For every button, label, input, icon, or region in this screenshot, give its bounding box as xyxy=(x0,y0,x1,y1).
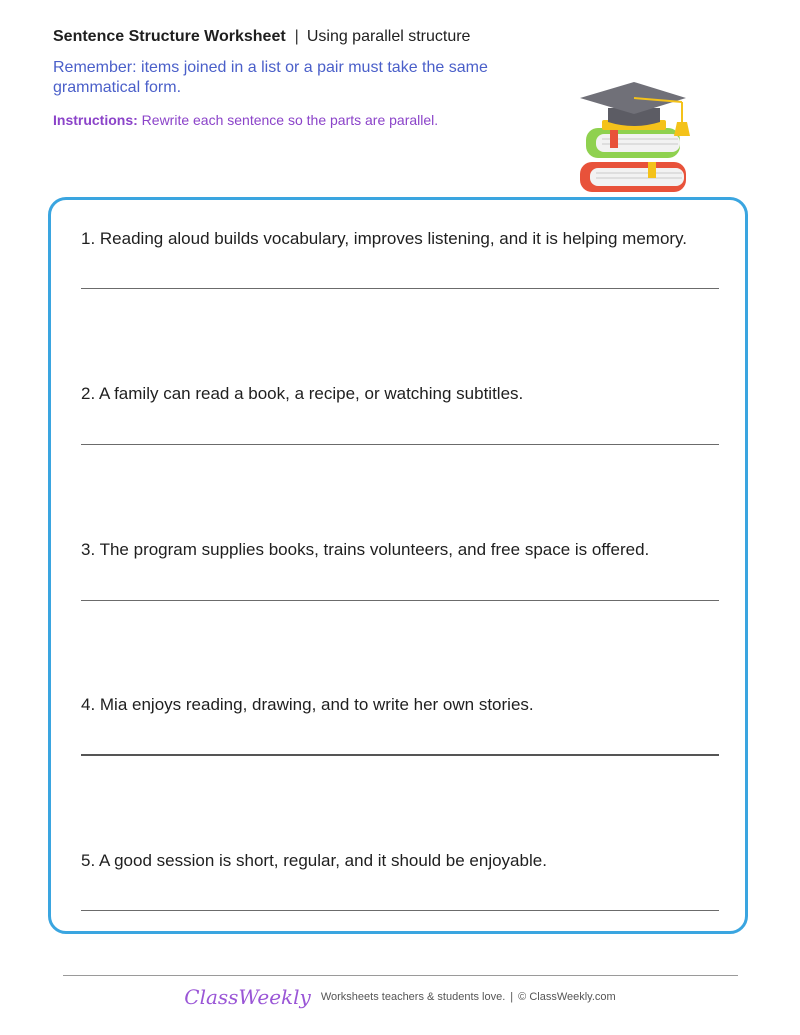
answer-line-3[interactable] xyxy=(81,600,719,601)
question-text: 5. A good session is short, regular, and it should be enjoyable. xyxy=(81,851,547,870)
question-4 xyxy=(81,694,721,716)
footer-tagline: Worksheets teachers & students love. xyxy=(320,991,506,1003)
question-text: 1. Reading aloud builds vocabulary, improves listening, and it is helping memory. xyxy=(81,229,688,248)
answer-line-5[interactable] xyxy=(81,910,719,911)
footer-divider xyxy=(63,975,738,976)
brand-logo: ClassWeekly xyxy=(184,985,311,1009)
footer xyxy=(0,985,800,1009)
question-5 xyxy=(81,850,721,872)
instructions xyxy=(53,111,573,129)
graduation-books-icon xyxy=(574,78,694,198)
answer-line-4[interactable] xyxy=(81,754,719,756)
instructions-label: Instructions: xyxy=(53,112,138,128)
instructions-text: Rewrite each sentence so the parts are parallel. xyxy=(137,112,439,128)
question-2 xyxy=(81,383,721,405)
question-1 xyxy=(81,228,721,250)
worksheet-header xyxy=(53,27,573,129)
title-row xyxy=(53,27,573,47)
answer-line-2[interactable] xyxy=(81,444,719,445)
footer-separator: | xyxy=(510,991,514,1003)
question-text: 4. Mia enjoys reading, drawing, and to write her own stories. xyxy=(81,695,534,714)
answer-line-1[interactable] xyxy=(81,288,719,289)
footer-copyright: © ClassWeekly.com xyxy=(518,991,616,1003)
remember-note: Remember: items joined in a list or a pair must take the same grammatical form. xyxy=(53,59,488,96)
questions-card xyxy=(48,197,748,934)
worksheet-title: Sentence Structure Worksheet xyxy=(53,28,286,45)
title-separator: | xyxy=(294,28,299,45)
question-3 xyxy=(81,539,721,561)
graduation-books-svg xyxy=(574,78,694,198)
question-text: 3. The program supplies books, trains volunteers, and free space is offered. xyxy=(81,540,650,559)
question-text: 2. A family can read a book, a recipe, or watching subtitles. xyxy=(81,384,524,403)
worksheet-subtitle: Using parallel structure xyxy=(306,28,471,45)
